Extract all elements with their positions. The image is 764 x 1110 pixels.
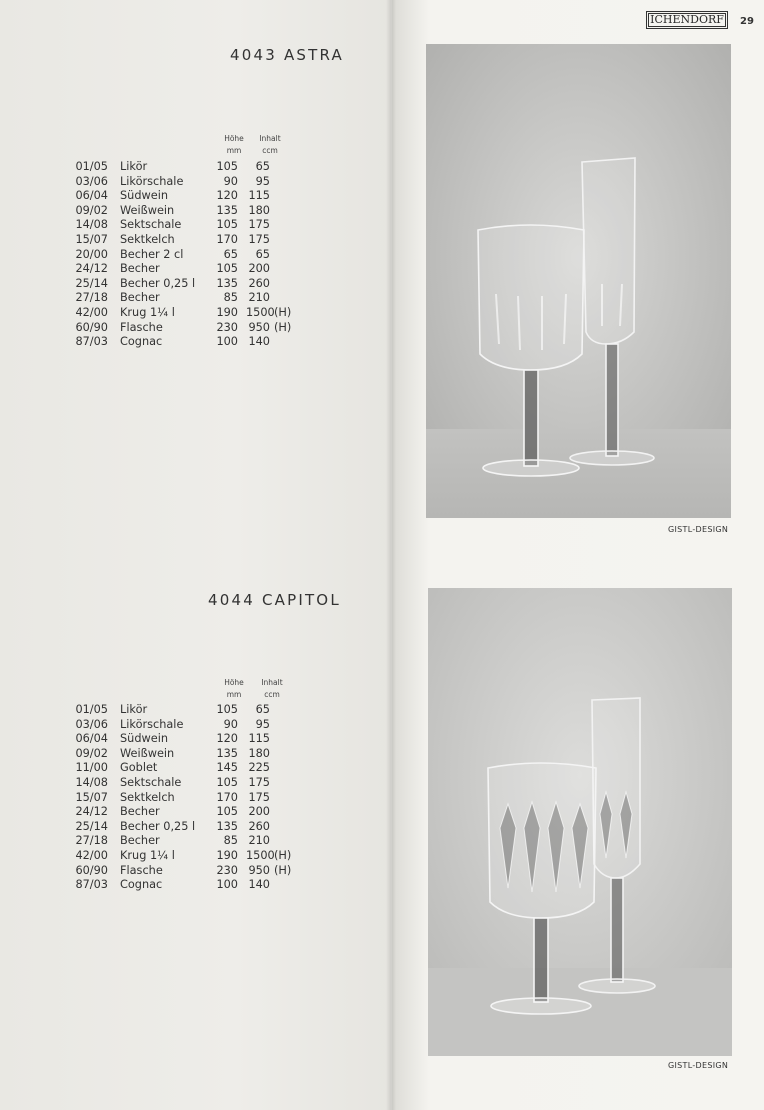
product-name: Becher xyxy=(120,834,160,848)
article-code: 27/18 xyxy=(75,834,108,848)
table-row xyxy=(64,747,324,762)
column-header-volume-2 xyxy=(255,677,289,701)
height-value: 135 xyxy=(216,203,238,217)
volume-value: 210 xyxy=(248,834,270,848)
height-value: 145 xyxy=(216,761,238,775)
volume-value: 175 xyxy=(248,790,270,804)
note-mark: (H) xyxy=(274,863,292,877)
article-code: 01/05 xyxy=(75,703,108,716)
volume-value: 95 xyxy=(255,174,270,188)
article-code: 87/03 xyxy=(75,878,108,892)
table-row xyxy=(64,732,324,747)
article-code: 42/00 xyxy=(75,305,108,319)
section-title-astra: 4043 ASTRA xyxy=(230,46,344,64)
product-name: Likörschale xyxy=(120,717,184,731)
volume-value: 115 xyxy=(248,189,270,203)
height-value: 85 xyxy=(223,291,238,305)
table-row xyxy=(64,321,324,336)
volume-value: 65 xyxy=(255,160,270,173)
table-row xyxy=(64,791,324,806)
height-value: 105 xyxy=(216,262,238,276)
volume-value: 65 xyxy=(255,247,270,261)
volume-value: 175 xyxy=(248,232,270,246)
table-row xyxy=(64,277,324,292)
height-value: 65 xyxy=(223,247,238,261)
product-name: Südwein xyxy=(120,732,168,746)
volume-value: 950 xyxy=(248,863,270,877)
volume-value: 140 xyxy=(248,878,270,892)
height-value: 90 xyxy=(223,174,238,188)
article-code: 11/00 xyxy=(75,761,108,775)
height-value: 135 xyxy=(216,276,238,290)
article-code: 60/90 xyxy=(75,863,108,877)
table-row xyxy=(64,805,324,820)
product-table-capitol xyxy=(64,703,324,893)
table-row xyxy=(64,718,324,733)
table-row xyxy=(64,248,324,263)
table-row xyxy=(64,291,324,306)
article-code: 06/04 xyxy=(75,732,108,746)
article-code: 03/06 xyxy=(75,717,108,731)
article-code: 15/07 xyxy=(75,232,108,246)
column-header-volume xyxy=(253,133,287,157)
table-row xyxy=(64,849,324,864)
height-value: 90 xyxy=(223,717,238,731)
height-label-2: Höhe xyxy=(224,678,244,687)
height-value: 105 xyxy=(216,703,238,716)
table-row xyxy=(64,703,324,718)
article-code: 09/02 xyxy=(75,203,108,217)
table-row xyxy=(64,776,324,791)
height-value: 105 xyxy=(216,775,238,789)
height-value: 170 xyxy=(216,232,238,246)
product-table-astra xyxy=(64,160,324,350)
volume-label: Inhalt xyxy=(259,134,281,143)
product-name: Krug 1¼ l xyxy=(120,848,175,862)
table-row xyxy=(64,160,324,175)
volume-value: 200 xyxy=(248,262,270,276)
table-row xyxy=(64,834,324,849)
product-name: Sektkelch xyxy=(120,232,175,246)
product-name: Goblet xyxy=(120,761,158,775)
section-title-capitol: 4044 CAPITOL xyxy=(208,591,341,609)
volume-value: 180 xyxy=(248,746,270,760)
height-value: 100 xyxy=(216,878,238,892)
product-name: Becher 2 cl xyxy=(120,247,184,261)
article-code: 14/08 xyxy=(75,775,108,789)
height-value: 170 xyxy=(216,790,238,804)
article-code: 24/12 xyxy=(75,262,108,276)
height-unit: mm xyxy=(226,146,242,155)
product-name: Flasche xyxy=(120,320,163,334)
table-row xyxy=(64,175,324,190)
table-row xyxy=(64,820,324,835)
volume-value: 175 xyxy=(248,775,270,789)
height-value: 190 xyxy=(216,848,238,862)
volume-label-2: Inhalt xyxy=(261,678,283,687)
height-value: 230 xyxy=(216,320,238,334)
table-row xyxy=(64,189,324,204)
product-name: Südwein xyxy=(120,189,168,203)
product-name: Krug 1¼ l xyxy=(120,305,175,319)
table-row xyxy=(64,306,324,321)
height-value: 120 xyxy=(216,732,238,746)
table-row xyxy=(64,878,324,893)
height-value: 105 xyxy=(216,218,238,232)
table-row xyxy=(64,218,324,233)
article-code: 25/14 xyxy=(75,819,108,833)
height-value: 190 xyxy=(216,305,238,319)
volume-unit-2: ccm xyxy=(264,690,280,699)
product-name: Likör xyxy=(120,160,148,173)
volume-value: 115 xyxy=(248,732,270,746)
volume-value: 180 xyxy=(248,203,270,217)
table-row xyxy=(64,233,324,248)
volume-value: 1500 xyxy=(246,848,275,862)
brand-name: ICHENDORF xyxy=(648,13,726,27)
product-name: Likör xyxy=(120,703,148,716)
article-code: 27/18 xyxy=(75,291,108,305)
volume-value: 95 xyxy=(255,717,270,731)
product-name: Sektkelch xyxy=(120,790,175,804)
volume-value: 260 xyxy=(248,276,270,290)
product-name: Weißwein xyxy=(120,746,175,760)
volume-value: 1500 xyxy=(246,305,275,319)
volume-value: 260 xyxy=(248,819,270,833)
height-unit-2: mm xyxy=(226,690,242,699)
product-name: Weißwein xyxy=(120,203,175,217)
article-code: 42/00 xyxy=(75,848,108,862)
height-value: 100 xyxy=(216,335,238,349)
height-value: 135 xyxy=(216,746,238,760)
article-code: 87/03 xyxy=(75,335,108,349)
height-label: Höhe xyxy=(224,134,244,143)
table-row xyxy=(64,204,324,219)
article-code: 24/12 xyxy=(75,805,108,819)
height-value: 105 xyxy=(216,160,238,173)
height-value: 230 xyxy=(216,863,238,877)
product-name: Becher xyxy=(120,805,160,819)
product-name: Sektschale xyxy=(120,775,182,789)
height-value: 105 xyxy=(216,805,238,819)
table-row xyxy=(64,262,324,277)
volume-value: 140 xyxy=(248,335,270,349)
product-name: Becher xyxy=(120,291,160,305)
note-mark: (H) xyxy=(274,848,292,862)
height-value: 85 xyxy=(223,834,238,848)
product-name: Cognac xyxy=(120,335,163,349)
article-code: 60/90 xyxy=(75,320,108,334)
product-name: Becher 0,25 l xyxy=(120,819,196,833)
page-gutter xyxy=(386,0,396,1110)
article-code: 03/06 xyxy=(75,174,108,188)
volume-value: 65 xyxy=(255,703,270,716)
article-code: 14/08 xyxy=(75,218,108,232)
product-name: Becher 0,25 l xyxy=(120,276,196,290)
article-code: 01/05 xyxy=(75,160,108,173)
volume-value: 210 xyxy=(248,291,270,305)
credit-capitol: GISTL-DESIGN xyxy=(668,1061,729,1070)
product-name: Sektschale xyxy=(120,218,182,232)
product-name: Becher xyxy=(120,262,160,276)
note-mark: (H) xyxy=(274,305,292,319)
volume-value: 950 xyxy=(248,320,270,334)
column-header-height-2 xyxy=(217,677,251,701)
table-row xyxy=(64,335,324,350)
volume-unit: ccm xyxy=(262,146,278,155)
article-code: 15/07 xyxy=(75,790,108,804)
volume-value: 175 xyxy=(248,218,270,232)
product-name: Cognac xyxy=(120,878,163,892)
height-value: 120 xyxy=(216,189,238,203)
table-row xyxy=(64,864,324,879)
credit-astra: GISTL-DESIGN xyxy=(668,525,729,534)
product-name: Likörschale xyxy=(120,174,184,188)
height-value: 135 xyxy=(216,819,238,833)
product-photo-astra xyxy=(426,44,731,518)
product-photo-capitol xyxy=(428,588,732,1056)
volume-value: 225 xyxy=(248,761,270,775)
column-header-height xyxy=(217,133,251,157)
product-name: Flasche xyxy=(120,863,163,877)
volume-value: 200 xyxy=(248,805,270,819)
note-mark: (H) xyxy=(274,320,292,334)
brand-box xyxy=(646,11,728,29)
article-code: 25/14 xyxy=(75,276,108,290)
article-code: 20/00 xyxy=(75,247,108,261)
article-code: 09/02 xyxy=(75,746,108,760)
table-row xyxy=(64,761,324,776)
page-number: 29 xyxy=(740,16,754,27)
article-code: 06/04 xyxy=(75,189,108,203)
